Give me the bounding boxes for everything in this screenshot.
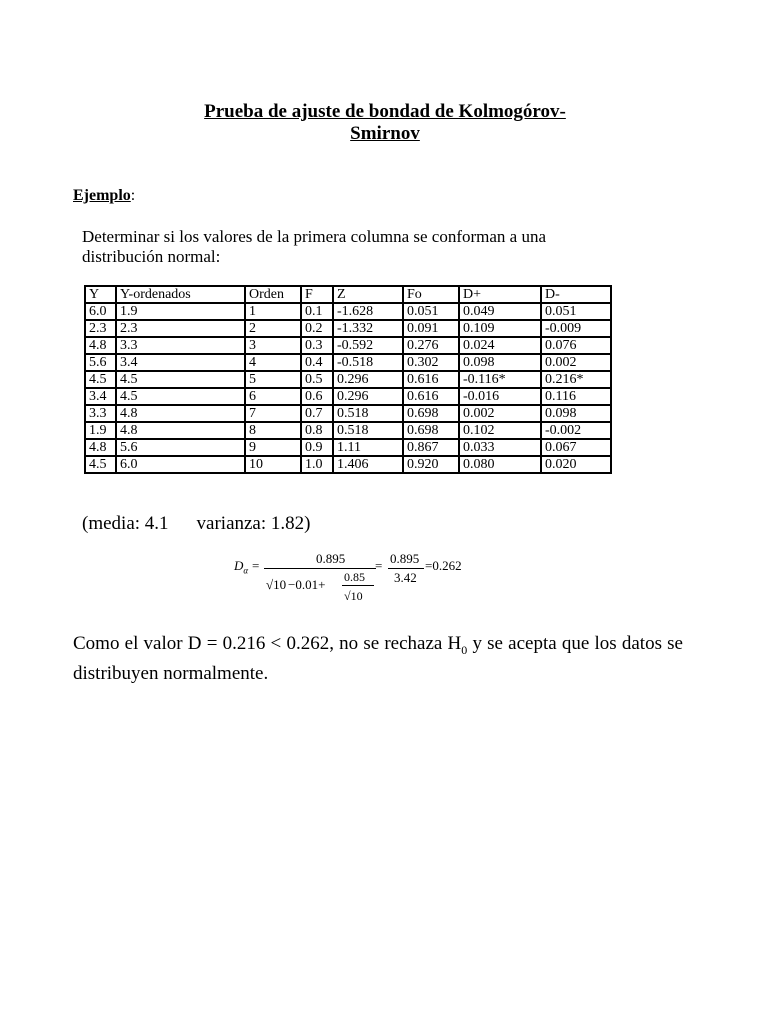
- table-header-cell: D-: [541, 286, 611, 303]
- table-cell: 7: [245, 405, 301, 422]
- table-cell: -0.009: [541, 320, 611, 337]
- table-cell: -1.332: [333, 320, 403, 337]
- table-row: [85, 337, 611, 354]
- table-row: [85, 320, 611, 337]
- table-header-cell: Fo: [403, 286, 459, 303]
- formula-simplified-numerator: 0.895: [390, 551, 420, 566]
- formula-minus-term: −0.01+: [288, 577, 326, 592]
- table-cell: 2: [245, 320, 301, 337]
- table-cell: 0.049: [459, 303, 541, 320]
- example-label: Ejemplo: [73, 187, 131, 204]
- table-cell: 0.116: [541, 388, 611, 405]
- table-cell: 4.5: [85, 456, 116, 473]
- table-cell: 0.698: [403, 405, 459, 422]
- table-cell: 3: [245, 337, 301, 354]
- formula-inner-numerator: 0.85: [344, 570, 365, 584]
- table-cell: 1.406: [333, 456, 403, 473]
- example-colon: :: [130, 187, 136, 204]
- table-cell: 0.051: [541, 303, 611, 320]
- document-title: [180, 101, 590, 145]
- table-cell: 1: [245, 303, 301, 320]
- table-cell: 0.102: [459, 422, 541, 439]
- table-row: [85, 371, 611, 388]
- table-cell: 0.076: [541, 337, 611, 354]
- table-cell: 5.6: [85, 354, 116, 371]
- table-cell: 0.296: [333, 388, 403, 405]
- formula-result: =0.262: [425, 558, 462, 573]
- table-row: [85, 354, 611, 371]
- table-cell: 0.109: [459, 320, 541, 337]
- table-cell: 0.616: [403, 388, 459, 405]
- table-cell: 5: [245, 371, 301, 388]
- formula-inner-fraction-bar: [342, 585, 374, 586]
- table-cell: 0.518: [333, 405, 403, 422]
- table-header-cell: F: [301, 286, 333, 303]
- table-cell: 0.024: [459, 337, 541, 354]
- formula-numerator: 0.895: [316, 551, 346, 566]
- table-cell: 10: [245, 456, 301, 473]
- table-cell: 0.296: [333, 371, 403, 388]
- intro-line-2: distribución normal:: [82, 247, 221, 266]
- table-cell: 1.11: [333, 439, 403, 456]
- table-cell: -0.518: [333, 354, 403, 371]
- table-cell: 4: [245, 354, 301, 371]
- title-line-1: Prueba de ajuste de bondad de Kolmogórov-: [204, 101, 566, 122]
- table-cell: 0.080: [459, 456, 541, 473]
- table-cell: 0.920: [403, 456, 459, 473]
- table-cell: -0.016: [459, 388, 541, 405]
- table-cell: 0.098: [541, 405, 611, 422]
- table-cell: 0.4: [301, 354, 333, 371]
- table-body: [85, 303, 611, 473]
- table-cell: 5.6: [116, 439, 245, 456]
- title-line-2: Smirnov: [350, 123, 420, 144]
- table-cell: 2.3: [116, 320, 245, 337]
- table-cell: 4.5: [116, 388, 245, 405]
- table-cell: 0.098: [459, 354, 541, 371]
- table-cell: 3.3: [85, 405, 116, 422]
- table-cell: 0.067: [541, 439, 611, 456]
- formula-equals-2: =: [375, 558, 383, 573]
- table-cell: 0.5: [301, 371, 333, 388]
- table-cell: 1.9: [85, 422, 116, 439]
- table-row: [85, 422, 611, 439]
- table-header-cell: Y-ordenados: [116, 286, 245, 303]
- table-cell: 0.3: [301, 337, 333, 354]
- intro-line-1: Determinar si los valores de la primera columna se conforman a una: [82, 227, 547, 246]
- table-header-cell: D+: [459, 286, 541, 303]
- table-cell: 0.7: [301, 405, 333, 422]
- intro-paragraph: [82, 227, 602, 267]
- table-cell: 1.0: [301, 456, 333, 473]
- table-cell: 8: [245, 422, 301, 439]
- table-cell: 3.3: [116, 337, 245, 354]
- formula-main-fraction-bar: [264, 568, 376, 569]
- table-cell: 0.002: [459, 405, 541, 422]
- table-cell: 6: [245, 388, 301, 405]
- table-cell: 0.9: [301, 439, 333, 456]
- formula-sqrt10: √10: [266, 577, 287, 592]
- table-cell: 0.051: [403, 303, 459, 320]
- table-cell: 3.4: [85, 388, 116, 405]
- table-cell: -0.116*: [459, 371, 541, 388]
- formula-simplified-fraction-bar: [388, 568, 424, 569]
- table-cell: 4.5: [116, 371, 245, 388]
- table-cell: 4.8: [116, 405, 245, 422]
- table-row: [85, 439, 611, 456]
- table-cell: 0.698: [403, 422, 459, 439]
- table-cell: 0.518: [333, 422, 403, 439]
- media-text: (media: 4.1: [82, 513, 169, 534]
- critical-value-formula: [232, 548, 492, 610]
- table-row: [85, 405, 611, 422]
- formula-inner-denominator: √10: [344, 589, 363, 603]
- table-row: [85, 303, 611, 320]
- table-cell: 0.8: [301, 422, 333, 439]
- table-header-cell: Orden: [245, 286, 301, 303]
- table-cell: 0.616: [403, 371, 459, 388]
- conclusion-paragraph: [73, 632, 683, 686]
- table-cell: 0.002: [541, 354, 611, 371]
- table-cell: 0.216*: [541, 371, 611, 388]
- table-header-cell: Z: [333, 286, 403, 303]
- table-cell: 4.5: [85, 371, 116, 388]
- table-cell: 2.3: [85, 320, 116, 337]
- table-cell: 0.302: [403, 354, 459, 371]
- table-cell: 0.091: [403, 320, 459, 337]
- conclusion-text-after: y se acepta que los datos se distribuyen normalmente.: [73, 633, 683, 684]
- formula-equals-1: =: [252, 558, 260, 573]
- table-cell: -1.628: [333, 303, 403, 320]
- table-cell: 1.9: [116, 303, 245, 320]
- table-cell: 0.020: [541, 456, 611, 473]
- table-header-row: [85, 286, 611, 303]
- table-cell: 6.0: [116, 456, 245, 473]
- table-cell: 4.8: [116, 422, 245, 439]
- formula-simplified-denominator: 3.42: [394, 570, 417, 585]
- table-cell: 0.1: [301, 303, 333, 320]
- table-header-cell: Y: [85, 286, 116, 303]
- table-cell: 6.0: [85, 303, 116, 320]
- table-cell: 9: [245, 439, 301, 456]
- table-row: [85, 388, 611, 405]
- formula-lhs: $D_\alpha$: [234, 558, 249, 576]
- table-cell: 0.867: [403, 439, 459, 456]
- table-cell: 0.276: [403, 337, 459, 354]
- table-cell: 0.2: [301, 320, 333, 337]
- conclusion-text-before: Como el valor D = 0.216 < 0.262, no se rechaza H: [73, 633, 462, 654]
- table-cell: 0.6: [301, 388, 333, 405]
- table-cell: 0.033: [459, 439, 541, 456]
- conclusion-subscript: 0: [461, 642, 468, 657]
- table-cell: 3.4: [116, 354, 245, 371]
- ks-table: [84, 285, 612, 474]
- table-cell: 4.8: [85, 337, 116, 354]
- table-cell: -0.592: [333, 337, 403, 354]
- varianza-text: varianza: 1.82): [196, 513, 311, 534]
- table-cell: 4.8: [85, 439, 116, 456]
- table-cell: -0.002: [541, 422, 611, 439]
- table-row: [85, 456, 611, 473]
- summary-line: [82, 513, 310, 535]
- example-heading: [73, 187, 135, 205]
